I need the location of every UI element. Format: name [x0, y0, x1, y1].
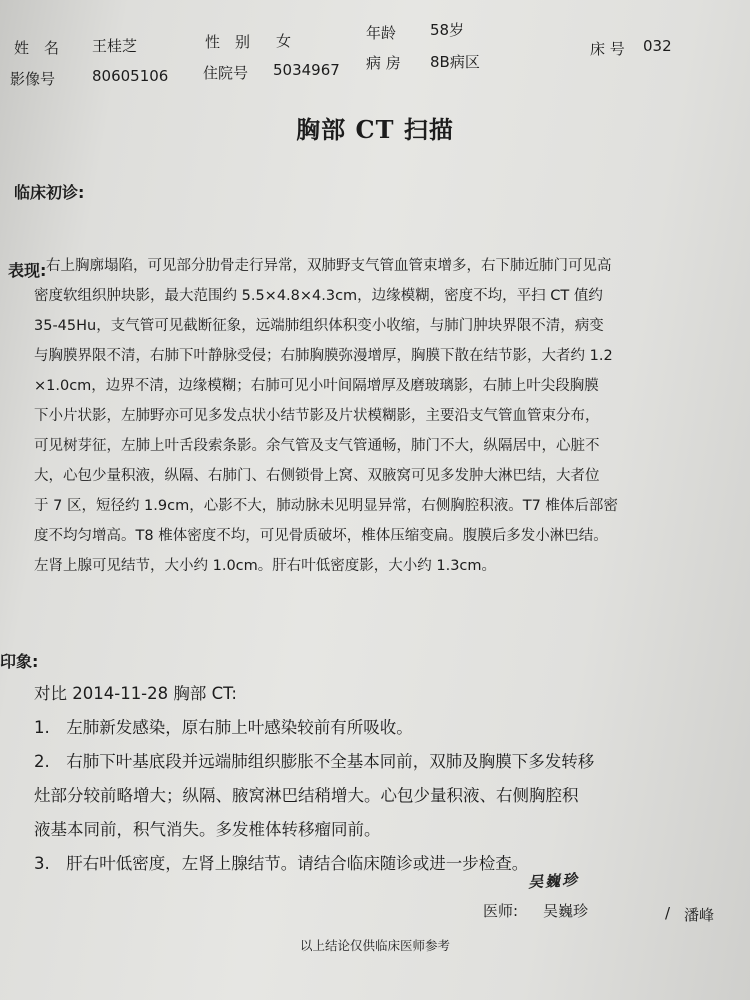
footer-note: 以上结论仅供临床医师参考	[299, 938, 450, 953]
findings-line: 度不均匀增高。T8 椎体密度不均，可见骨质破坏，椎体压缩变扁。腹膜后多发小淋巴结。	[34, 528, 608, 544]
impression-line: 3. 肝右叶低密度，左肾上腺结节。请结合临床随诊或进一步检查。	[34, 854, 529, 873]
age-value: 58岁	[430, 21, 465, 39]
findings-line: ×1.0cm，边界不清，边缘模糊；右肺可见小叶间隔增厚及磨玻璃影，右肺上叶尖段胸膜	[34, 378, 599, 394]
admission-no-label: 住院号	[203, 64, 249, 82]
findings-line: 右上胸廓塌陷，可见部分肋骨走行异常，双肺野支气管血管束增多，右下肺近肺门可见高	[46, 258, 612, 274]
image-no-value: 80605106	[92, 67, 169, 85]
name-label: 姓 名	[14, 39, 60, 57]
gender-label: 性 别	[205, 33, 251, 51]
findings-line: 下小片状影，左肺野亦可见多发点状小结节影及片状模糊影，主要沿支气管血管束分布，	[34, 408, 600, 424]
report-title: 胸部 CT 扫描	[296, 115, 454, 144]
findings-line: 可见树芽征，左肺上叶舌段索条影。余气管及支气管通畅，肺门不大，纵隔居中，心脏不	[34, 438, 600, 454]
doctor-label: 医师:	[483, 902, 519, 920]
findings-line: 大，心包少量积液，纵隔、右肺门、右侧锁骨上窝、双腋窝可见多发肿大淋巴结，大者位	[34, 468, 600, 484]
image-no-label: 影像号	[10, 70, 56, 88]
handwritten-signature: 吴巍珍	[527, 870, 580, 892]
impression-line: 液基本同前，积气消失。多发椎体转移瘤同前。	[34, 820, 381, 839]
clinical-diagnosis-label: 临床初诊:	[14, 183, 85, 202]
impression-text	[34, 677, 744, 881]
impression-line: 1. 左肺新发感染，原右肺上叶感染较前有所吸收。	[34, 718, 413, 737]
name-value: 王桂芝	[92, 37, 138, 55]
age-label: 年龄	[366, 24, 397, 42]
ward-label: 病 房	[366, 54, 401, 72]
impression-label: 印象:	[0, 652, 39, 671]
reviewer-name: 潘峰	[684, 906, 715, 924]
reviewer-separator: /	[665, 904, 671, 922]
findings-label: 表现:	[8, 261, 47, 280]
findings-text	[34, 251, 724, 581]
findings-line: 密度软组织肿块影，最大范围约 5.5×4.8×4.3cm，边缘模糊，密度不均，平扫 CT 值约	[34, 288, 603, 304]
bed-label: 床 号	[590, 40, 625, 58]
findings-line: 35-45Hu，支气管可见截断征象，远端肺组织体积变小收缩，与肺门肿块界限不清，病变	[34, 318, 604, 334]
admission-no-value: 5034967	[273, 61, 340, 79]
findings-line: 于 7 区，短径约 1.9cm，心影不大，肺动脉未见明显异常，右侧胸腔积液。T7 椎体后部密	[34, 498, 618, 514]
impression-line: 2. 右肺下叶基底段并远端肺组织膨胀不全基本同前，双肺及胸膜下多发转移	[34, 752, 595, 771]
findings-line: 左肾上腺可见结节，大小约 1.0cm。肝右叶低密度影，大小约 1.3cm。	[34, 558, 497, 574]
impression-line: 灶部分较前略增大；纵隔、腋窝淋巴结稍增大。心包少量积液、右侧胸腔积	[34, 786, 579, 805]
gender-value: 女	[276, 32, 292, 50]
ward-value: 8B病区	[430, 53, 480, 71]
impression-line: 对比 2014-11-28 胸部 CT:	[34, 684, 237, 703]
findings-line: 与胸膜界限不清，右肺下叶静脉受侵；右肺胸膜弥漫增厚，胸膜下散在结节影，大者约 1.2	[34, 348, 613, 364]
doctor-name: 吴巍珍	[543, 902, 589, 920]
bed-value: 032	[643, 37, 672, 55]
